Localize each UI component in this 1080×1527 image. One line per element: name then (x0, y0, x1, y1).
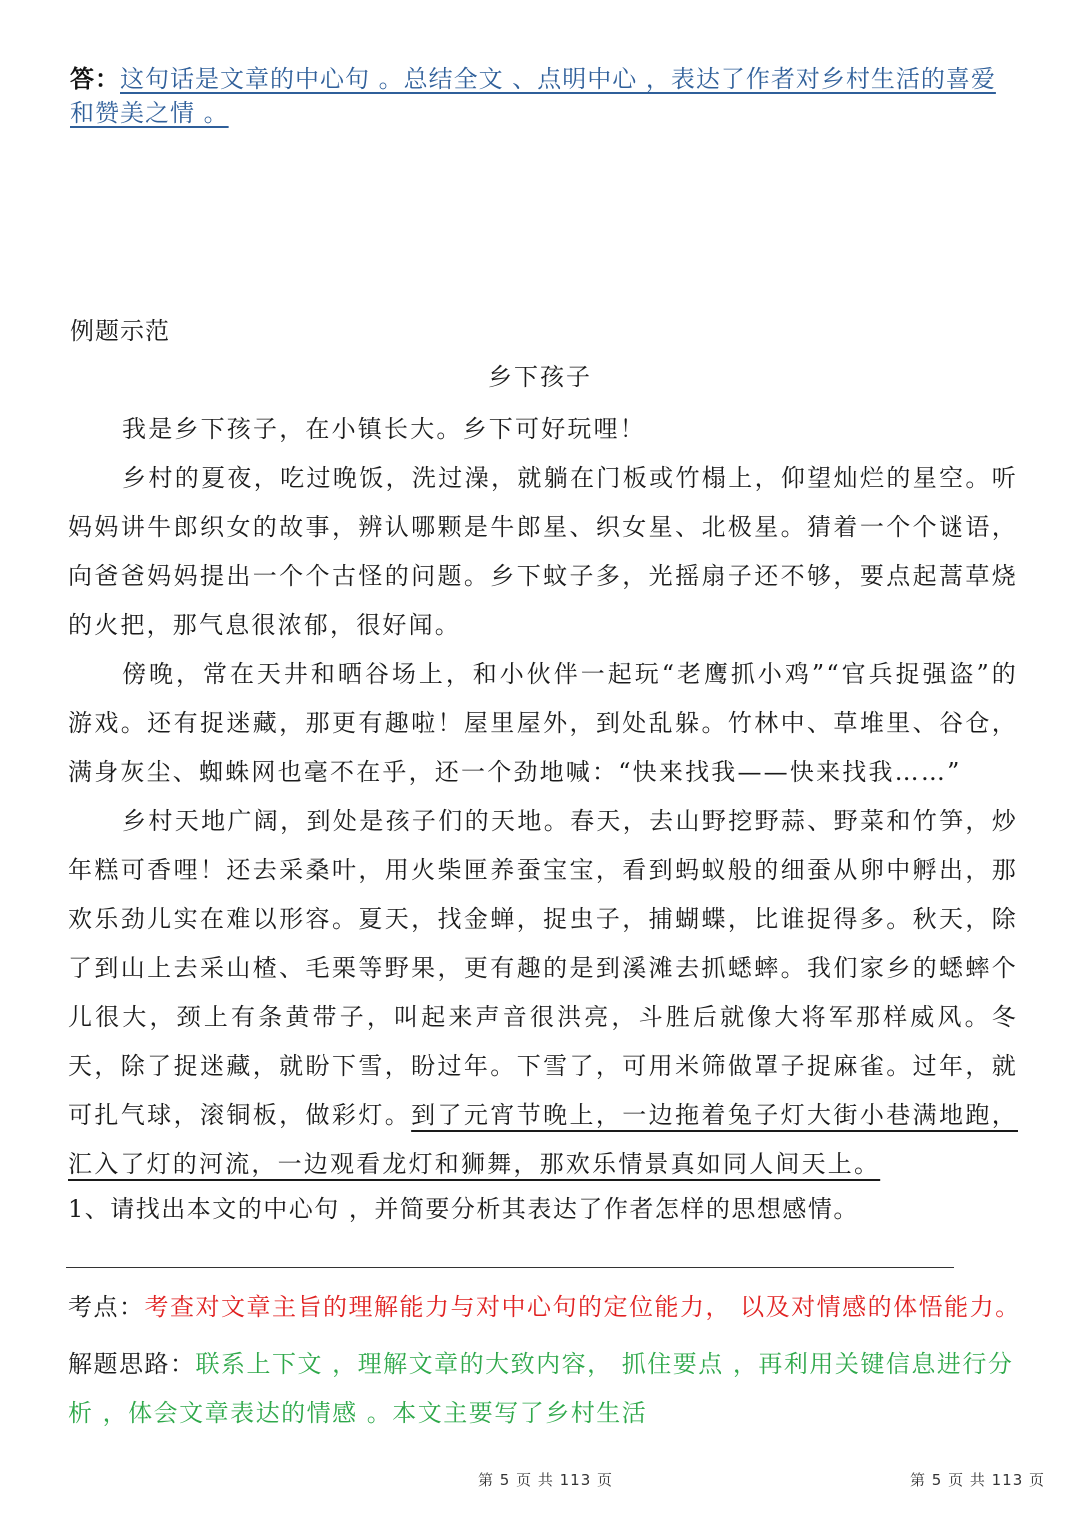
essay-paragraph-last (68, 797, 1018, 1189)
essay-title: 乡下孩子 (488, 363, 592, 391)
silu-block (68, 1340, 1018, 1438)
silu-label: 解题思路： (68, 1350, 196, 1378)
silu-text: 联系上下文 ，理解文章的大致内容， 抓住要点 ，再利用关键信息进行分析 ，体会文章表达的情感 。本文主要写了乡村生活 (68, 1350, 1014, 1427)
central-sentence-underlined: 到了元宵节晚上，一边拖着兔子灯大街小巷满地跑，汇入了灯的河流，一边观看龙灯和狮舞，那欢乐情景真如同人间天上。 (68, 1101, 1018, 1178)
question-1: 1、请找出本文的中心句 ，并简要分析其表达了作者怎样的思想感情。 (68, 1195, 859, 1223)
essay-body (68, 405, 1018, 1189)
kaodian-block (68, 1290, 1028, 1324)
answer-label: 答： (70, 64, 120, 93)
page-number-right: 第 5 页 共 113 页 (910, 1471, 1046, 1489)
section-title: 例题示范 (70, 317, 170, 345)
essay-paragraph: 傍晚，常在天井和晒谷场上，和小伙伴一起玩“老鹰抓小鸡”“官兵捉强盗”的游戏。还有捉迷藏，那更有趣啦！屋里屋外，到处乱躲。竹林中、草堆里、谷仓，满身灰尘、蜘蛛网也毫不在乎，还一个劲地喊：“快来找我——快来找我……” (68, 660, 1018, 786)
page-number-left: 第 5 页 共 113 页 (478, 1471, 614, 1489)
answer-text: 这句话是文章的中心句 。总结全文 、点明中心 ，表达了作者对乡村生活的喜爱 和赞美之情 。 (70, 65, 996, 127)
divider-line (66, 1267, 954, 1268)
essay-paragraph: 乡村的夏夜，吃过晚饭，洗过澡，就躺在门板或竹榻上，仰望灿烂的星空。听妈妈讲牛郎织女的故事，辨认哪颗是牛郎星、织女星、北极星。猜着一个个谜语，向爸爸妈妈提出一个个古怪的问题。乡下蚊子多，光摇扇子还不够，要点起蒿草烧的火把，那气息很浓郁，很好闻。 (68, 464, 1018, 639)
kaodian-label: 考点： (68, 1293, 145, 1321)
kaodian-text: 考查对文章主旨的理解能力与对中心句的定位能力， 以及对情感的体悟能力。 (144, 1293, 1021, 1321)
answer-block (70, 62, 1020, 130)
essay-paragraph-last-plain: 乡村天地广阔，到处是孩子们的天地。春天，去山野挖野蒜、野菜和竹笋，炒年糕可香哩！还去采桑叶，用火柴匣养蚕宝宝，看到蚂蚁般的细蚕从卵中孵出，那欢乐劲儿实在难以形容。夏天，找金蝉，捉虫子，捕蝴蝶，比谁捉得多。秋天，除了到山上去采山楂、毛栗等野果，更有趣的是到溪滩去抓蟋蟀。我们家乡的蟋蟀个儿很大，颈上有条黄带子，叫起来声音很洪亮，斗胜后就像大将军那样威风。冬天，除了捉迷藏，就盼下雪，盼过年。下雪了，可用米筛做罩子捉麻雀。过年，就可扎气球，滚铜板，做彩灯。 (68, 807, 1018, 1129)
essay-paragraph: 我是乡下孩子，在小镇长大。乡下可好玩哩！ (122, 415, 646, 443)
